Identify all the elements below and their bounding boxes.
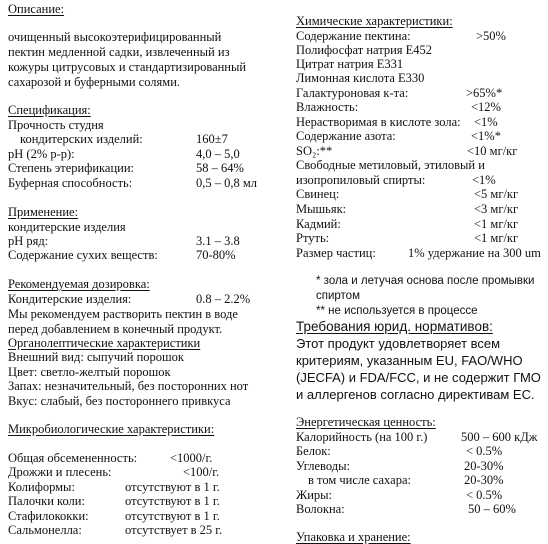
energy-value: 500 – 600 кДж (461, 430, 538, 444)
spec-heading: Спецификация: (8, 103, 91, 117)
chem-value: >50% (476, 29, 506, 43)
chem-value: >65%* (466, 86, 503, 100)
chem-value: <1 мг/кг (474, 231, 519, 245)
micro-label: Палочки коли: (8, 494, 85, 508)
chem-label: Цитрат натрия E331 (296, 57, 404, 71)
chem-value: <10 мг/кг (467, 144, 518, 158)
requirements-line: и аллергенов согласно директивам EC. (296, 387, 535, 402)
micro-value: <1000/г. (170, 451, 213, 465)
chem-value: 1% удержание на 300 um (408, 246, 541, 260)
spec-label: Буферная способность: (8, 176, 133, 190)
energy-label: Белок: (296, 444, 331, 458)
chem-label: Полифосфат натрия E452 (296, 43, 433, 57)
energy-value: < 0.5% (466, 488, 503, 502)
description-line: кожуры цитрусовых и стандартизированный (8, 60, 247, 74)
energy-label: в том числе сахара: (308, 473, 411, 487)
micro-value: отсутствуют в 1 г. (125, 509, 220, 523)
chem-label: изопропиловый спирты: (296, 173, 426, 187)
energy-value: 20-30% (464, 459, 504, 473)
dosage-label: Кондитерские изделия: (8, 292, 132, 306)
spec-value: 160±7 (196, 132, 228, 146)
chem-label: Содержание пектина: (296, 29, 411, 43)
dosage-value: 0.8 – 2.2% (196, 292, 251, 306)
chem-value: <3 мг/кг (474, 202, 519, 216)
packaging-heading: Упаковка и хранение: (296, 530, 411, 544)
micro-label: Колиформы: (8, 480, 75, 494)
chem-value: <12% (471, 100, 501, 114)
chem-label: Свободные метиловый, этиловый и (296, 158, 485, 172)
micro-label: Общая обсемененность: (8, 451, 138, 465)
chem-label: Размер частиц: (296, 246, 376, 260)
energy-label: Волокна: (296, 502, 345, 516)
chem-value: <1% (474, 115, 498, 129)
spec-value: 4,0 – 5,0 (196, 147, 240, 161)
spec-label: кондитерских изделий: (20, 132, 143, 146)
requirements-line: Этот продукт удовлетворяет всем (296, 336, 501, 351)
requirements-heading: Требования юрид. нормативов: (296, 319, 493, 334)
energy-value: 20-30% (464, 473, 504, 487)
description-heading: Описание: (8, 2, 65, 16)
organoleptic-line: Запах: незначительный, без посторонних нот (8, 379, 249, 393)
micro-label: Сальмонелла: (8, 523, 82, 537)
energy-value: 50 – 60% (468, 502, 516, 516)
description-line: сахарозой и буферными солями. (8, 75, 181, 89)
chem-label: Кадмий: (296, 217, 341, 231)
dosage-heading: Рекомендуемая дозировка: (8, 277, 150, 291)
spec-value: 58 – 64% (196, 161, 244, 175)
description-line: очищенный высокоэтерифицированный (8, 30, 222, 44)
footnote: * зола и летучая основа после промывки (316, 275, 535, 287)
chem-label: Влажность: (296, 100, 359, 114)
application-heading: Применение: (8, 205, 79, 219)
chem-value: <1%* (471, 129, 501, 143)
micro-label: Дрожжи и плесень: (8, 465, 112, 479)
chem-value: <1% (472, 173, 496, 187)
application-label: pH ряд: (8, 234, 49, 248)
energy-value: < 0.5% (466, 444, 503, 458)
spec-label: pH (2% р-р): (8, 147, 75, 161)
chem-value: <1 мг/кг (474, 217, 519, 231)
chem-label: Галактуроновая к-та: (296, 86, 409, 100)
application-label: кондитерские изделия (8, 220, 126, 234)
chem-value: <5 мг/кг (474, 187, 519, 201)
application-value: 3.1 – 3.8 (196, 234, 240, 248)
chem-label: Нерастворимая в кислоте зола: (296, 115, 461, 129)
micro-value: отсутствуют в 1 г. (125, 494, 220, 508)
energy-label: Калорийность (на 100 г.) (296, 430, 428, 444)
micro-heading: Микробиологические характеристики: (8, 422, 215, 436)
chem-label: Лимонная кислота E330 (296, 71, 425, 85)
spec-label: Степень этерификации: (8, 161, 135, 175)
dosage-line: перед добавлением в конечный продукт. (8, 322, 223, 336)
micro-value: отсутствует в 25 г. (125, 523, 223, 537)
energy-heading: Энергетическая ценность: (296, 415, 436, 429)
micro-value: <100/г. (183, 465, 220, 479)
spec-label: Прочность студня (8, 118, 104, 132)
requirements-line: (JECFA) и FDA/FCC, и не содержит ГМО (296, 370, 541, 385)
micro-value: отсутствуют в 1 г. (125, 480, 220, 494)
chem-heading: Химические характеристики: (296, 14, 453, 28)
footnote: спиртом (316, 290, 360, 302)
description-line: пектин медленной садки, извлеченный из (8, 45, 230, 59)
requirements-line: критериям, указанным EU, FAO/WHO (296, 353, 523, 368)
dosage-line: Мы рекомендуем растворить пектин в воде (8, 307, 238, 321)
chem-label: Ртуть: (296, 231, 330, 245)
organoleptic-line: Внешний вид: сыпучий порошок (8, 350, 185, 364)
application-label: Содержание сухих веществ: (8, 248, 158, 262)
chem-label: Мышьяк: (296, 202, 347, 216)
energy-label: Углеводы: (296, 459, 350, 473)
organoleptic-line: Вкус: слабый, без постороннего привкуса (8, 394, 231, 408)
application-value: 70-80% (196, 248, 236, 262)
organoleptic-heading: Органолептические характеристики (8, 336, 201, 350)
spec-value: 0,5 – 0,8 мл (196, 176, 258, 190)
energy-label: Жиры: (296, 488, 333, 502)
organoleptic-line: Цвет: светло-желтый порошок (8, 365, 171, 379)
chem-label: Содержание азота: (296, 129, 396, 143)
footnote: ** не используется в процессе (316, 305, 478, 317)
chem-label: SO₂:** (296, 144, 333, 158)
micro-label: Стафилококки: (8, 509, 89, 523)
chem-label: Свинец: (296, 187, 340, 201)
